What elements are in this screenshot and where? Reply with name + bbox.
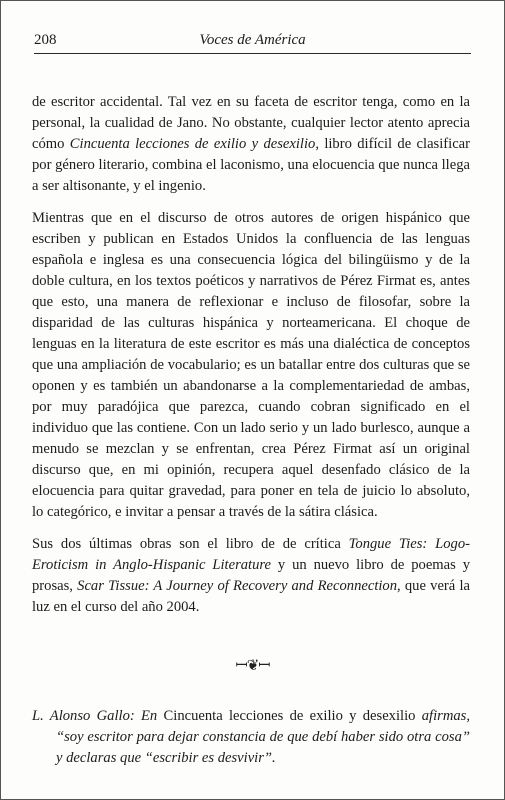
paragraph-3	[32, 534, 470, 618]
paragraph-1	[32, 92, 470, 197]
interview-question-body: afirmas, “soy escritor para dejar constancia de que debí haber sido otra cosa” y declaras que “escribir es desvivir”.	[56, 708, 470, 766]
paragraph-3-text-c: , que verá la luz en el curso del año 2004.	[32, 578, 471, 615]
paragraph-3-text-b: y un nuevo libro de poemas y prosas,	[32, 557, 470, 594]
interview-question-text	[32, 706, 470, 769]
body-text	[32, 92, 470, 629]
interviewer-name: L. Alonso Gallo: En	[32, 708, 158, 724]
paragraph-2: Mientras que en el discurso de otros autores de origen hispánico que escriben y publican en Estados Unidos la confluencia de las lenguas española e inglesa es una consecuencia lógica del bilingüismo y de la doble cultura, en los textos poéticos y narrativos de Pérez Firmat es, antes que esto, una manera de reflexionar e incluso de filosofar, sobre la disparidad de las culturas hispánica y norteamericana. El choque de lenguas en la literatura de este escritor es más una dialéctica de conceptos que una ampliación de vocabulario; es un batallar entre dos culturas que se oponen y es también un abandonarse a la complementariedad de ambas, por muy paradójica que parezca, cuando cobran significado en el individuo que las contiene. Con un lado serio y un lado burlesco, aunque a menudo se mezclan y se enfrentan, crea Pérez Firmat así un original discurso que, en mi opinión, recupera aquel desenfado clásico de la elocuencia para quitar gravedad, para poner en tela de juicio lo absoluto, lo categórico, e invitar a pensar a través de la sátira clásica.	[32, 210, 470, 520]
section-ornament: ꟷ❦ꟷ	[235, 658, 270, 674]
page-number: 208	[34, 32, 57, 48]
paragraph-1-text-b: , libro difícil de clasificar por género literario, combina el laconismo, una elocuencia que nunca llega a ser altisonante, y el ingenio.	[32, 136, 471, 194]
paragraph-1-text-a: de escritor accidental. Tal vez en su faceta de escritor tenga, como en la personal, la cualidad de Jano. No obstante, cualquier lector atento aprecia cómo	[32, 94, 470, 152]
header-rule	[34, 53, 471, 54]
book-title-cincuenta-lecciones: Cincuenta lecciones de exilio y desexilio	[69, 136, 316, 152]
interview-question	[32, 706, 470, 769]
book-title-scar-tissue: Scar Tissue: A Journey of Recovery and Reconnection	[77, 578, 398, 594]
running-header	[34, 28, 471, 54]
paragraph-3-text-a: Sus dos últimas obras son el libro de de crítica	[32, 536, 349, 552]
running-title: Voces de América	[199, 32, 306, 48]
book-title-tongue-ties: Tongue Ties: Logo-Eroticism in Anglo-Hispanic Literature	[32, 536, 470, 573]
interview-book-title: Cincuenta lecciones de exilio y desexilio	[157, 708, 422, 724]
